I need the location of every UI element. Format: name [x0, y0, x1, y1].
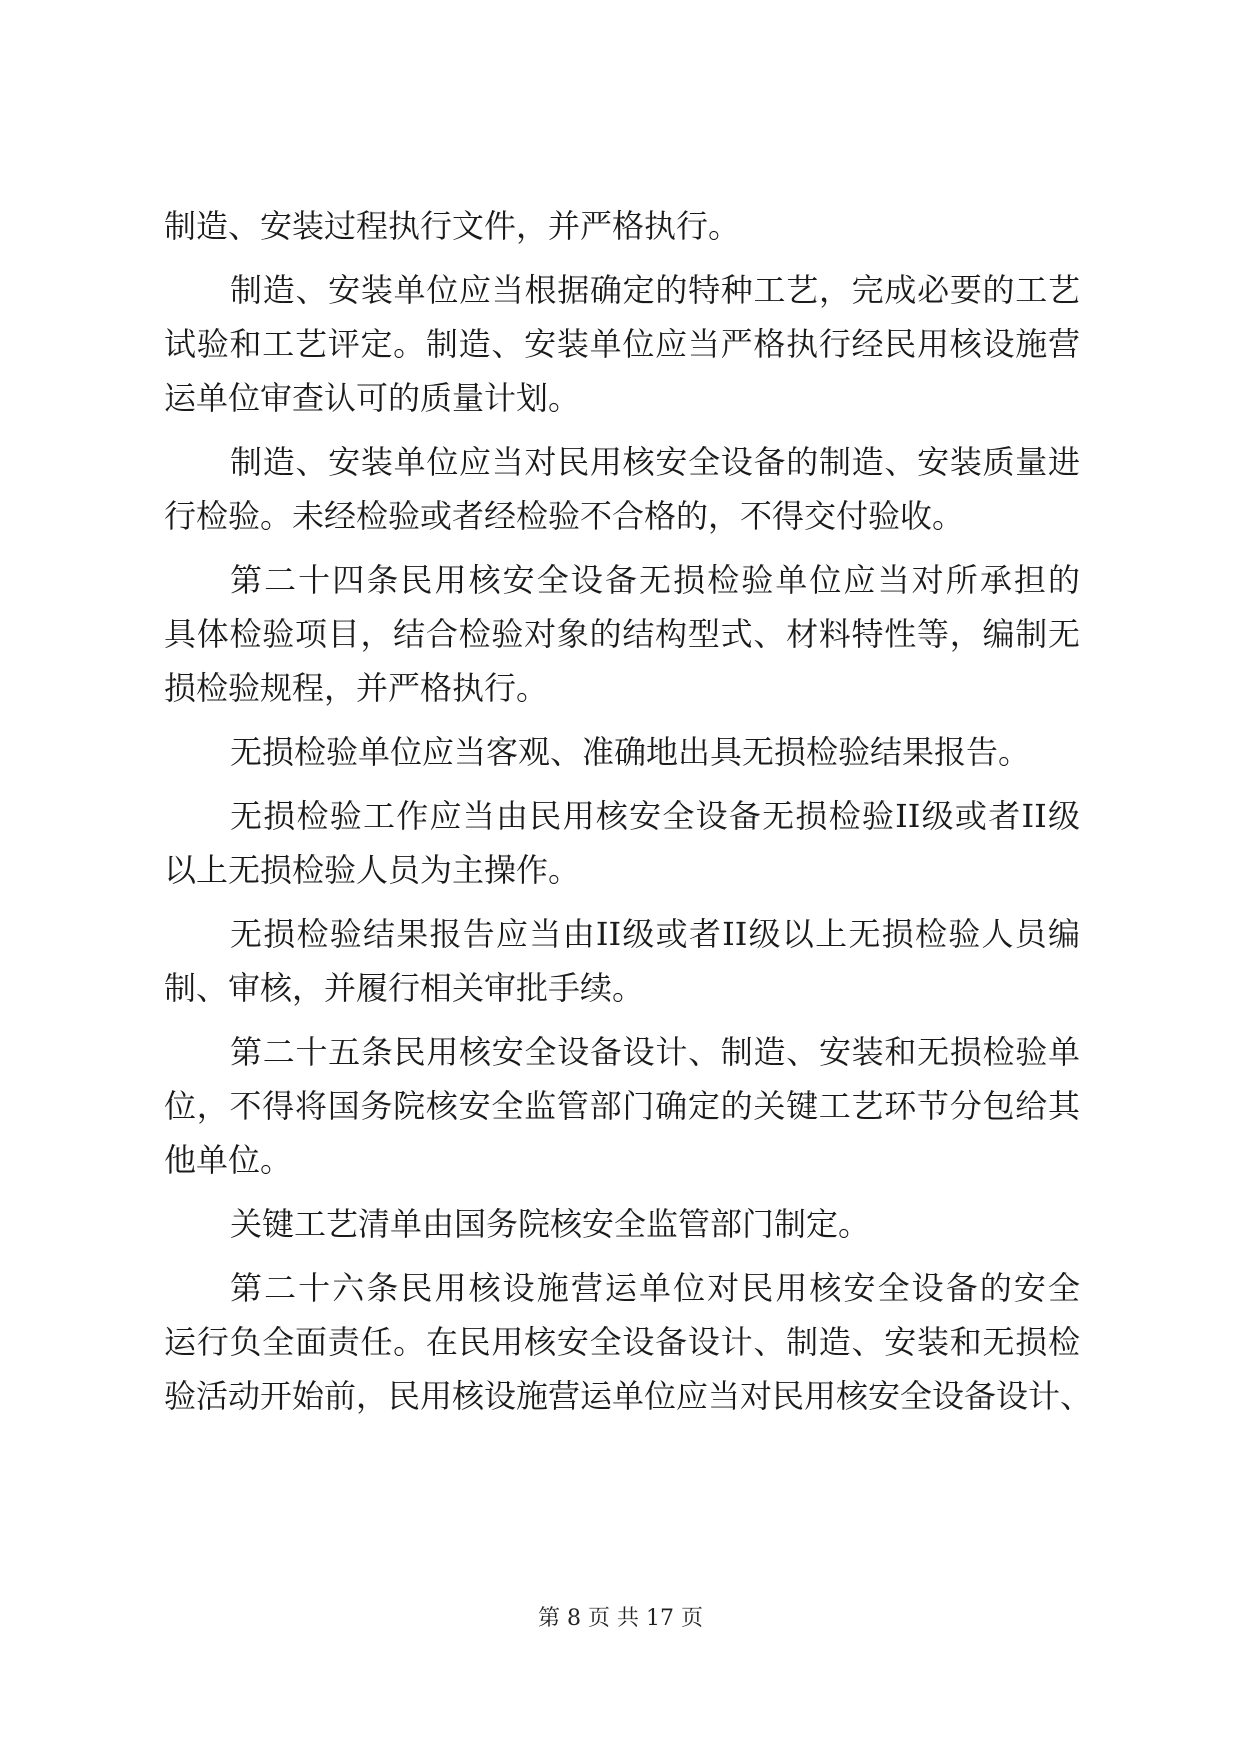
text-line: 具体检验项目，结合检验对象的结构型式、材料特性等，编制无 — [164, 615, 1080, 653]
text-line: 位，不得将国务院核安全监管部门确定的关键工艺环节分包给其 — [164, 1087, 1080, 1125]
text-line: 运行负全面责任。在民用核安全设备设计、制造、安装和无损检 — [164, 1323, 1080, 1361]
text-line: 制造、安装过程执行文件，并严格执行。 — [164, 207, 741, 245]
text-line: 无损检验单位应当客观、准确地出具无损检验结果报告。 — [230, 733, 1031, 771]
text-line: 关键工艺清单由国务院核安全监管部门制定。 — [230, 1205, 871, 1243]
text-line: 以上无损检验人员为主操作。 — [164, 851, 581, 889]
text-line: 损检验规程，并严格执行。 — [164, 669, 549, 707]
page-footer: 第 8 页 共 17 页 — [538, 1606, 703, 1631]
text-line: 他单位。 — [164, 1141, 293, 1179]
text-line: 验活动开始前，民用核设施营运单位应当对民用核安全设备设计、 — [164, 1377, 1093, 1415]
text-line: 第二十六条民用核设施营运单位对民用核安全设备的安全 — [230, 1269, 1080, 1307]
text-line: 第二十四条民用核安全设备无损检验单位应当对所承担的 — [230, 561, 1080, 599]
text-line: 无损检验工作应当由民用核安全设备无损检验II级或者II级 — [230, 797, 1080, 835]
text-line: 无损检验结果报告应当由II级或者II级以上无损检验人员编 — [230, 915, 1080, 953]
text-line: 运单位审查认可的质量计划。 — [164, 379, 581, 417]
text-line: 制、审核，并履行相关审批手续。 — [164, 969, 645, 1007]
text-line: 试验和工艺评定。制造、安装单位应当严格执行经民用核设施营 — [164, 325, 1080, 363]
text-line: 行检验。未经检验或者经检验不合格的，不得交付验收。 — [164, 497, 965, 535]
text-line: 第二十五条民用核安全设备设计、制造、安装和无损检验单 — [230, 1033, 1080, 1071]
text-line: 制造、安装单位应当对民用核安全设备的制造、安装质量进 — [230, 443, 1080, 481]
text-line: 制造、安装单位应当根据确定的特种工艺，完成必要的工艺 — [230, 271, 1080, 309]
